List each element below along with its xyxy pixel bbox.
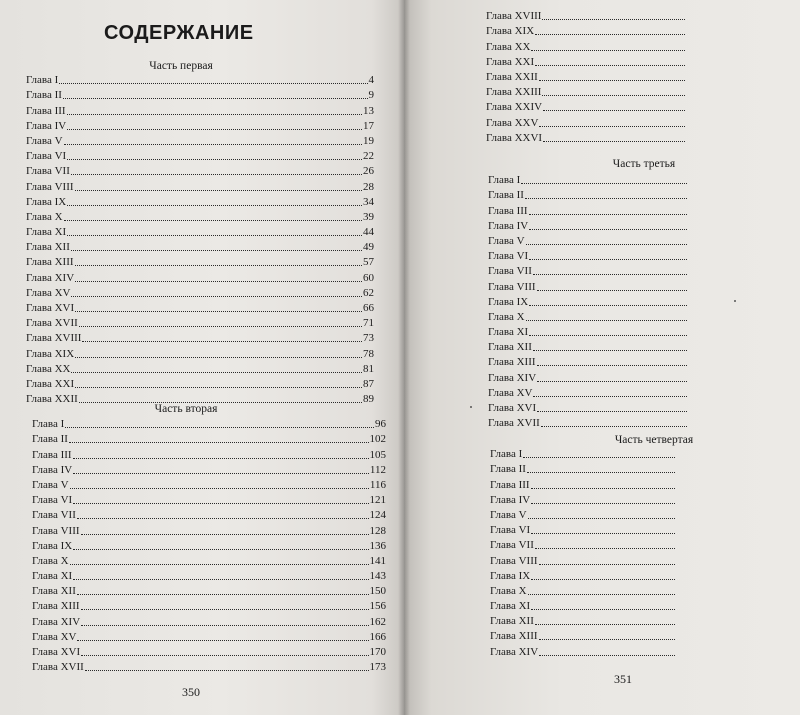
toc-entry <box>490 583 676 598</box>
toc-entry <box>488 278 688 293</box>
chapter-label: Глава II <box>488 189 524 202</box>
toc-entry <box>32 538 386 553</box>
chapter-label: Глава X <box>32 554 69 567</box>
chapter-label: Глава VI <box>488 250 529 263</box>
chapter-label: Глава IX <box>26 195 67 208</box>
dot-leader <box>75 311 362 312</box>
toc-entry <box>26 361 374 376</box>
chapter-page-number: 105 <box>369 448 386 461</box>
toc-entry <box>490 598 676 613</box>
chapter-page-number: 13 <box>363 104 374 117</box>
dot-leader <box>79 326 362 327</box>
toc-entry <box>488 263 688 278</box>
toc-entry <box>488 369 688 384</box>
chapter-label: Глава XII <box>488 341 532 354</box>
dot-leader <box>70 564 369 565</box>
chapter-label: Глава XII <box>32 585 76 598</box>
chapter-label: Глава XXV <box>486 116 539 129</box>
right-page <box>404 0 800 715</box>
toc-entry <box>490 628 676 643</box>
chapter-label: Глава XIII <box>490 630 538 643</box>
dot-leader <box>528 518 675 519</box>
chapter-page-number: 28 <box>363 180 374 193</box>
dot-leader <box>527 472 675 473</box>
chapter-label: Глава XVIII <box>26 332 82 345</box>
toc-entry <box>32 568 386 583</box>
dot-leader <box>533 350 687 351</box>
chapter-label: Глава VI <box>26 150 67 163</box>
toc-entry <box>490 461 676 476</box>
toc-entry <box>26 148 374 163</box>
toc-entry <box>488 294 688 309</box>
chapter-page-number: 34 <box>363 195 374 208</box>
dot-leader <box>71 296 362 297</box>
toc-entry <box>26 102 374 117</box>
chapter-page-number: 4 <box>368 74 374 87</box>
toc-entry <box>26 72 374 87</box>
toc-entry <box>32 416 386 431</box>
dot-leader <box>543 141 685 142</box>
dot-leader <box>542 95 685 96</box>
chapter-label: Глава XVI <box>488 402 537 414</box>
dot-leader <box>75 190 362 191</box>
chapter-label: Глава XXVI <box>486 131 543 144</box>
chapter-label: Глава XIV <box>490 645 539 658</box>
chapter-label: Глава VIII <box>488 280 536 293</box>
chapter-page-number: 19 <box>363 134 374 147</box>
toc-list-part1 <box>26 72 374 406</box>
chapter-label: Глава V <box>488 234 525 247</box>
chapter-label: Глава XV <box>488 386 533 399</box>
dot-leader <box>531 579 675 580</box>
toc-entry <box>486 69 686 84</box>
dot-leader <box>73 473 369 474</box>
chapter-label: Глава I <box>488 174 521 187</box>
chapter-page-number: 62 <box>363 286 374 299</box>
dot-leader <box>539 80 685 81</box>
toc-entry <box>26 285 374 300</box>
ink-speck <box>470 406 472 408</box>
chapter-page-number: 44 <box>363 226 374 239</box>
toc-entry <box>26 300 374 315</box>
toc-entry <box>490 613 676 628</box>
dot-leader <box>529 229 687 230</box>
dot-leader <box>67 129 362 130</box>
toc-entry <box>490 643 676 658</box>
section-title-part3: Часть третья <box>612 158 676 170</box>
toc-list-part2-continued <box>486 8 686 145</box>
chapter-label: Глава II <box>490 463 526 476</box>
toc-entry <box>486 23 686 38</box>
chapter-label: Глава XX <box>26 362 71 375</box>
toc-entry <box>26 87 374 102</box>
toc-entry <box>26 194 374 209</box>
chapter-page-number: 166 <box>369 630 386 643</box>
chapter-label: Глава XXI <box>486 55 535 68</box>
chapter-label: Глава XVII <box>26 317 78 330</box>
dot-leader <box>533 396 687 397</box>
toc-entry <box>490 537 676 552</box>
toc-entry <box>32 492 386 507</box>
toc-entry <box>32 446 386 461</box>
chapter-label: Глава VI <box>490 524 531 537</box>
dot-leader <box>81 609 369 610</box>
dot-leader <box>77 594 369 595</box>
chapter-page-number: 121 <box>369 494 386 507</box>
toc-entry <box>26 254 374 269</box>
chapter-label: Глава VIII <box>490 554 538 567</box>
dot-leader <box>535 34 685 35</box>
toc-entry <box>26 345 374 360</box>
dot-leader <box>71 372 362 373</box>
ink-speck <box>734 300 736 302</box>
section-title-part4: Часть четвертая <box>614 434 694 446</box>
chapter-label: Глава XIV <box>488 371 537 384</box>
toc-entry <box>488 233 688 248</box>
section-title-part2: Часть вторая <box>154 403 218 415</box>
toc-entry <box>486 8 686 23</box>
toc-entry <box>490 446 676 461</box>
chapter-label: Глава XV <box>32 630 77 643</box>
toc-entry <box>26 269 374 284</box>
dot-leader <box>75 387 362 388</box>
toc-entry <box>488 324 688 339</box>
chapter-label: Глава VIII <box>32 524 80 537</box>
section-title-part1: Часть первая <box>149 60 213 72</box>
chapter-label: Глава II <box>26 89 62 102</box>
chapter-page-number: 57 <box>363 256 374 269</box>
toc-entry <box>488 354 688 369</box>
dot-leader <box>526 320 687 321</box>
chapter-label: Глава VII <box>490 539 534 552</box>
chapter-page-number: 89 <box>363 393 374 406</box>
dot-leader <box>63 98 368 99</box>
toc-entry <box>488 385 688 400</box>
toc-entry <box>488 187 688 202</box>
chapter-page-number: 141 <box>369 554 386 567</box>
dot-leader <box>77 518 369 519</box>
dot-leader <box>73 458 369 459</box>
chapter-page-number: 124 <box>369 509 386 522</box>
toc-entry <box>488 202 688 217</box>
book-gutter <box>398 0 410 715</box>
chapter-page-number: 173 <box>369 661 386 674</box>
toc-entry <box>486 38 686 53</box>
toc-entry <box>26 376 374 391</box>
chapter-label: Глава IX <box>490 569 531 582</box>
chapter-label: Глава XV <box>26 286 71 299</box>
chapter-label: Глава XXIV <box>486 101 543 114</box>
dot-leader <box>81 625 368 626</box>
chapter-page-number: 49 <box>363 241 374 254</box>
dot-leader <box>533 274 687 275</box>
toc-entry <box>488 339 688 354</box>
toc-entry <box>488 248 688 263</box>
chapter-page-number: 87 <box>363 377 374 390</box>
dot-leader <box>523 457 675 458</box>
dot-leader <box>531 533 675 534</box>
chapter-label: Глава XIV <box>32 615 81 628</box>
chapter-label: Глава XXI <box>26 377 75 390</box>
toc-entry <box>490 492 676 507</box>
chapter-label: Глава X <box>490 584 527 597</box>
dot-leader <box>77 640 368 641</box>
chapter-label: Глава I <box>490 448 523 461</box>
toc-entry <box>486 54 686 69</box>
dot-leader <box>67 159 362 160</box>
chapter-label: Глава IV <box>26 119 67 132</box>
chapter-page-number: 17 <box>363 119 374 132</box>
dot-leader <box>71 250 362 251</box>
dot-leader <box>539 126 685 127</box>
toc-list-part2 <box>32 416 386 674</box>
dot-leader <box>529 214 687 215</box>
toc-entry <box>488 172 688 187</box>
chapter-label: Глава III <box>488 204 528 217</box>
chapter-page-number: 102 <box>369 433 386 446</box>
dot-leader <box>531 503 675 504</box>
dot-leader <box>73 503 368 504</box>
toc-entry <box>486 99 686 114</box>
toc-entry <box>32 522 386 537</box>
dot-leader <box>75 281 362 282</box>
toc-entry <box>26 224 374 239</box>
toc-entry <box>32 659 386 674</box>
toc-entry <box>490 507 676 522</box>
dot-leader <box>67 235 362 236</box>
dot-leader <box>539 564 675 565</box>
toc-entry <box>32 477 386 492</box>
toc-entry <box>32 431 386 446</box>
toc-entry <box>26 163 374 178</box>
dot-leader <box>85 670 369 671</box>
chapter-label: Глава XVII <box>488 417 540 430</box>
dot-leader <box>529 305 687 306</box>
dot-leader <box>539 639 675 640</box>
chapter-page-number: 170 <box>369 646 386 658</box>
dot-leader <box>535 65 685 66</box>
dot-leader <box>542 19 685 20</box>
toc-entry <box>486 130 686 145</box>
dot-leader <box>75 265 362 266</box>
dot-leader <box>541 426 687 427</box>
toc-entry <box>26 178 374 193</box>
chapter-page-number: 136 <box>369 539 386 552</box>
chapter-page-number: 39 <box>363 210 374 223</box>
toc-entry <box>26 133 374 148</box>
chapter-label: Глава XI <box>26 226 67 239</box>
dot-leader <box>535 548 675 549</box>
toc-entry <box>26 118 374 133</box>
chapter-label: Глава IV <box>32 463 73 476</box>
chapter-label: Глава VI <box>32 494 73 507</box>
chapter-label: Глава IV <box>490 493 531 506</box>
chapter-label: Глава XIV <box>26 271 75 284</box>
dot-leader <box>531 488 675 489</box>
dot-leader <box>82 341 362 342</box>
dot-leader <box>65 427 374 428</box>
dot-leader <box>73 549 368 550</box>
dot-leader <box>531 609 675 610</box>
chapter-page-number: 96 <box>375 418 386 431</box>
dot-leader <box>81 534 369 535</box>
page-number-left: 350 <box>182 685 200 699</box>
chapter-label: Глава XIII <box>26 256 74 269</box>
toc-entry <box>32 613 386 628</box>
chapter-label: Глава VII <box>488 265 532 278</box>
toc-entry <box>32 507 386 522</box>
chapter-label: Глава XI <box>490 600 531 613</box>
chapter-page-number: 156 <box>369 600 386 613</box>
chapter-label: Глава V <box>26 134 63 147</box>
dot-leader <box>537 290 687 291</box>
dot-leader <box>59 83 367 84</box>
chapter-label: Глава I <box>32 418 65 431</box>
toc-entry <box>26 209 374 224</box>
chapter-page-number: 9 <box>368 89 374 102</box>
chapter-label: Глава XVII <box>32 661 84 674</box>
dot-leader <box>537 381 687 382</box>
chapter-label: Глава VII <box>26 165 70 178</box>
page-number-right: 351 <box>614 672 632 686</box>
chapter-label: Глава IX <box>32 539 73 552</box>
toc-list-part3 <box>488 172 688 430</box>
dot-leader <box>81 655 368 656</box>
chapter-label: Глава XXII <box>26 393 78 406</box>
chapter-label: Глава XX <box>486 40 531 53</box>
dot-leader <box>64 144 362 145</box>
toc-entry <box>32 644 386 659</box>
chapter-label: Глава I <box>26 74 59 87</box>
chapter-label: Глава XI <box>32 570 73 583</box>
toc-entry <box>490 476 676 491</box>
dot-leader <box>67 114 362 115</box>
page-title: СОДЕРЖАНИЕ <box>104 22 254 44</box>
chapter-label: Глава XII <box>490 615 534 628</box>
dot-leader <box>543 110 685 111</box>
chapter-label: Глава X <box>26 210 63 223</box>
dot-leader <box>529 335 687 336</box>
chapter-label: Глава XII <box>26 241 70 254</box>
toc-list-part4 <box>490 446 676 659</box>
toc-entry <box>32 462 386 477</box>
chapter-label: Глава XXIII <box>486 86 542 99</box>
toc-entry <box>486 114 686 129</box>
dot-leader <box>537 411 687 412</box>
chapter-label: Глава XIII <box>488 356 536 369</box>
chapter-page-number: 112 <box>369 463 386 476</box>
dot-leader <box>529 259 687 260</box>
chapter-label: Глава XVI <box>26 302 75 314</box>
chapter-label: Глава X <box>488 310 525 323</box>
chapter-label: Глава XVIII <box>486 10 542 23</box>
dot-leader <box>73 579 368 580</box>
chapter-page-number: 116 <box>369 478 386 491</box>
dot-leader <box>67 205 362 206</box>
toc-entry <box>488 309 688 324</box>
toc-entry <box>488 415 688 430</box>
chapter-label: Глава VII <box>32 509 76 522</box>
dot-leader <box>525 198 687 199</box>
toc-entry <box>490 522 676 537</box>
chapter-label: Глава III <box>490 478 530 491</box>
chapter-label: Глава XI <box>488 326 529 339</box>
chapter-label: Глава V <box>490 508 527 521</box>
chapter-page-number: 26 <box>363 165 374 178</box>
dot-leader <box>531 50 685 51</box>
chapter-label: Глава XXII <box>486 70 538 83</box>
chapter-label: Глава III <box>26 104 66 117</box>
dot-leader <box>526 244 687 245</box>
toc-entry <box>486 84 686 99</box>
toc-entry <box>26 315 374 330</box>
dot-leader <box>539 655 675 656</box>
toc-entry <box>32 553 386 568</box>
chapter-page-number: 22 <box>363 150 374 163</box>
chapter-page-number: 162 <box>369 615 386 628</box>
dot-leader <box>537 365 687 366</box>
dot-leader <box>64 220 362 221</box>
chapter-label: Глава XIX <box>486 25 535 38</box>
chapter-label: Глава XIII <box>32 600 80 613</box>
toc-entry <box>490 568 676 583</box>
chapter-label: Глава II <box>32 433 68 446</box>
chapter-page-number: 66 <box>363 302 374 314</box>
chapter-label: Глава IX <box>488 295 529 308</box>
toc-entry <box>32 598 386 613</box>
toc-entry <box>32 629 386 644</box>
chapter-label: Глава V <box>32 478 69 491</box>
dot-leader <box>528 594 675 595</box>
chapter-page-number: 60 <box>363 271 374 284</box>
toc-entry <box>488 400 688 415</box>
chapter-page-number: 78 <box>363 347 374 360</box>
toc-entry <box>488 218 688 233</box>
chapter-page-number: 128 <box>369 524 386 537</box>
toc-entry <box>26 330 374 345</box>
toc-entry <box>26 239 374 254</box>
chapter-label: Глава XIX <box>26 347 75 360</box>
dot-leader <box>535 624 675 625</box>
dot-leader <box>521 183 687 184</box>
chapter-label: Глава XVI <box>32 646 81 658</box>
chapter-label: Глава IV <box>488 219 529 232</box>
toc-entry <box>490 552 676 567</box>
chapter-page-number: 81 <box>363 362 374 375</box>
chapter-label: Глава III <box>32 448 72 461</box>
dot-leader <box>75 357 362 358</box>
toc-entry <box>32 583 386 598</box>
dot-leader <box>70 488 369 489</box>
dot-leader <box>69 442 369 443</box>
chapter-page-number: 71 <box>363 317 374 330</box>
dot-leader <box>71 174 362 175</box>
chapter-label: Глава VIII <box>26 180 74 193</box>
chapter-page-number: 150 <box>369 585 386 598</box>
chapter-page-number: 143 <box>369 570 386 583</box>
chapter-page-number: 73 <box>363 332 374 345</box>
